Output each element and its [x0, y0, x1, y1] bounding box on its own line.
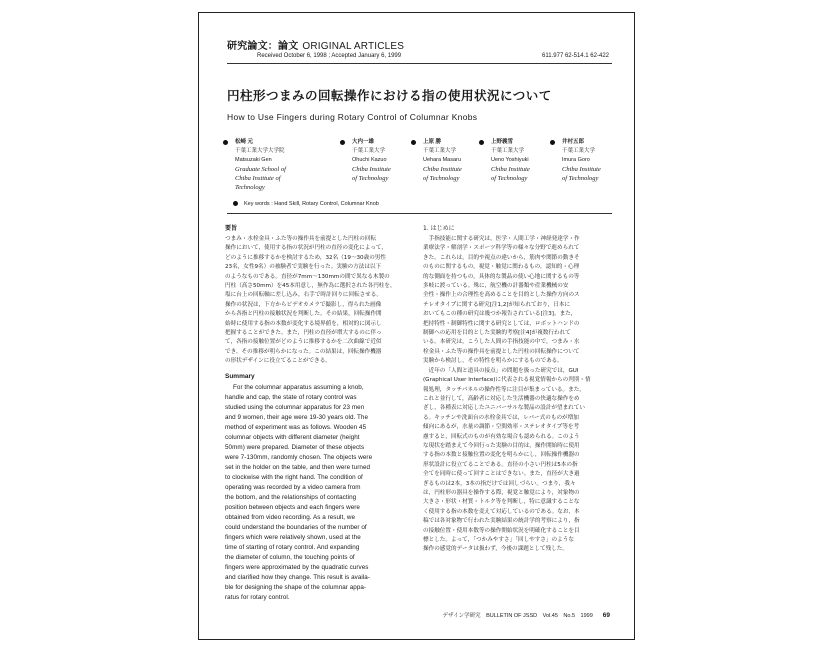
- author-affiliation-en: Chiba Institute: [423, 166, 462, 173]
- intro-line: 把持特性・制御特性に関する研究としては，ロボットハンドの: [423, 320, 580, 327]
- summary-line: studied using the columnar apparatus for 23 men: [225, 403, 365, 411]
- header-rule: [227, 63, 612, 64]
- intro-line: る。キッチンや洗面台の水栓金具では，レバー式のものが増加: [423, 414, 579, 421]
- summary-line: handle and cap, the state of rotary control was: [225, 393, 357, 401]
- author-affiliation-jp: 千葉工業大学: [423, 148, 457, 154]
- intro-line: く使用する指の本数を変えて対応しているのである。なお，本: [423, 508, 580, 515]
- intro-line: ぎるものは2本，3本の指だけでは回しづらい。つまり，我々: [423, 480, 576, 487]
- summary-line: 50mm) were prepared. Diameter of these objects: [225, 443, 365, 451]
- intro-line: 操作の感覚的データは扱わず，今後の課題として残した。: [423, 546, 568, 553]
- author-5: [562, 138, 632, 183]
- intro-line: 全てを同時に使って回すことはできない。また，直径が大き過: [423, 471, 580, 478]
- summary-text: [225, 383, 405, 603]
- summary-line: to clockwise with the right hand. The condition of: [225, 473, 363, 481]
- summary-line: and clarified how they change. This result is availa-: [225, 573, 370, 581]
- summary-line: obtained from video recording. As a result, we: [225, 513, 356, 521]
- summary-line: position between objects and each fingers were: [225, 503, 360, 511]
- journal-info: デザイン学研究 BULLETIN OF JSSD Vol.45 No.5 1999: [442, 613, 593, 619]
- keywords-text: Key words : Hand Skill, Rotary Control, Columnar Knob: [244, 201, 379, 207]
- intro-line: 的な側面を持つもの，具体的な製品の使い心地に関するもの等: [423, 273, 580, 280]
- intro-line: な現状を踏まえて今回行った実験の目的は，操作開始時に使用: [423, 442, 580, 449]
- author-name-en: Ueno Yoshiyuki: [491, 157, 529, 163]
- intro-line: 慮すると，回転式のものが有効な場合も認められる。このよう: [423, 433, 580, 440]
- intro-line: 稿では各対象物で行われた実験結果の統計学的考察により，指: [423, 518, 580, 525]
- author-name-jp: 大内一雄: [352, 139, 375, 145]
- author-affiliation-en: of Technology: [423, 175, 460, 182]
- summary-line: the diameter of column, the touching points of: [225, 553, 355, 561]
- summary-line: were 7-130mm, randomly chosen. The objects were: [225, 453, 373, 461]
- intro-line: 業療法学・解剖学・スポーツ科学等の様々な分野で進められて: [423, 245, 580, 252]
- page-number: 69: [602, 612, 610, 619]
- author-name-jp: 上原 勝: [423, 139, 442, 145]
- intro-line: する指の本数と接触位置の変化を明らかにし，回転操作機器の: [423, 452, 580, 459]
- article-category: [227, 37, 404, 52]
- author-name-jp: 井村五郎: [562, 139, 585, 145]
- title-jp: 円柱形つまみの回転操作における指の使用状況について: [227, 88, 552, 103]
- summary-line: ble for designing the shape of the columnar appa-: [225, 583, 367, 591]
- paper-page: [198, 12, 635, 640]
- abstract-line: でき，その推移が明らかになった。この結果は，回転操作機器: [225, 348, 382, 355]
- summary-line: time of starting of rotary control. And expanding: [225, 543, 360, 551]
- author-affiliation-jp: 千葉工業大学: [352, 148, 386, 154]
- received-dates: Received October 6, 1998 ; Accepted January 6, 1999: [257, 53, 402, 59]
- intro-line: 手指技能に関する研究は，医学・人間工学・神経発達学・作: [423, 236, 580, 242]
- summary-line: fingers were approximated by the quadratic curves: [225, 563, 369, 571]
- right-column: [423, 223, 615, 555]
- intro-line: いる。本研究は，こうした人間の手指技能の中で，つまみ・水: [423, 339, 580, 346]
- intro-line: 多岐に渡っている。殊に，航空機の計器類や産業機械の安: [423, 283, 569, 290]
- author-1: [235, 138, 305, 192]
- abstract-line: 始時に使用する指の本数が変化する境界値を，相対的に図示し: [225, 320, 382, 327]
- author-affiliation-en: Chiba Institute: [562, 166, 601, 173]
- abstract-line: 塩に台上の回転軸に差し込み，右手で時計回りに回転させる。: [225, 292, 382, 299]
- abstract-line: 23名，女性9名）の被験者で実験を行った。実験の方法は以下: [225, 264, 382, 271]
- abstract-line: 操作の状況は，下方からビデオカメラで撮影し，得られた画像: [225, 301, 382, 308]
- keywords-rule: [227, 213, 612, 214]
- author-name-en: Ohuchi Kazuo: [352, 157, 387, 163]
- author-bullet: [479, 140, 484, 145]
- abstract-line: の形状デザインに役立てることができる。: [225, 358, 331, 365]
- intro-line: テレオタイプに関する研究[注1,2]が知られており，日本に: [423, 301, 571, 308]
- intro-line: きた。これらは，目的や視点の違いから，筋肉や関節の動きそ: [423, 254, 580, 261]
- intro-line: の接触位置・使用本数等の操作開始状況を明確化することを目: [423, 527, 580, 534]
- author-affiliation-en: Chiba Institute: [352, 166, 391, 173]
- summary-line: could understand the boundaries of the number of: [225, 523, 367, 531]
- intro-line: (Graphical User Interface)に代表される視覚情報からの判別・情: [423, 377, 591, 384]
- summary-line: and 9 women, their age were 19-30 years old. The: [225, 413, 368, 421]
- intro-line: 全性・操作上の合理性を高めることを目的とした操作方向のス: [423, 292, 580, 299]
- author-name-jp: 松崎 元: [235, 139, 254, 145]
- author-affiliation-en: of Technology: [491, 175, 528, 182]
- keyword-bullet: [233, 201, 238, 206]
- author-affiliation-en: Chiba Institute: [491, 166, 530, 173]
- abstract-line: て，各指の接触位置がどのように推移するかを二次曲線で近似: [225, 339, 382, 346]
- intro-line: のものに関するもの，視覚・触覚に関わるもの，認知的・心理: [423, 264, 580, 271]
- summary-line: the bottom, and the relationships of contacting: [225, 493, 357, 501]
- summary-line: operating was recorded by a video camera from: [225, 483, 361, 491]
- author-name-en: Imura Goro: [562, 157, 590, 163]
- author-affiliation-jp: 千葉工業大学大学院: [235, 148, 285, 154]
- abstract-line: 操作において，使用する指の状況が円柱の直径の変化によって，: [225, 245, 387, 252]
- intro-line: ざし，各種表に対応したユニバーサルな製品の設計が望まれてい: [423, 405, 585, 412]
- abstract-line: つまみ・水栓金具・ふた等の操作具を前提とした円柱の回転: [225, 236, 377, 242]
- intro-line: 大きさ・形状・材質・トルク等を判断し，特に意識することな: [423, 499, 580, 506]
- author-affiliation-en: Graduate School of: [235, 166, 286, 173]
- summary-line: For the columnar apparatus assuming a knob,: [233, 383, 364, 391]
- summary-line: set in the holder on the table, and then were turned: [225, 463, 371, 471]
- intro-line: 近年の「人間と道具の接点」の問題を扱った研究では，GUI: [423, 367, 579, 374]
- author-affiliation-en: of Technology: [562, 175, 599, 182]
- left-column: [225, 223, 405, 603]
- author-affiliation-en: of Technology: [352, 175, 389, 182]
- category-en: ORIGINAL ARTICLES: [302, 41, 405, 52]
- keywords: [233, 201, 379, 207]
- intro-line: 実験から検討し，その特性を明らかにするものである。: [423, 358, 563, 365]
- title-en: How to Use Fingers during Rotary Control of Columnar Knobs: [227, 112, 478, 122]
- intro-heading: 1. はじめに: [423, 225, 455, 232]
- abstract-line: 円柱（高さ50mm）を45本用意し，無作為に選択された各円柱を，: [225, 283, 396, 290]
- intro-line: 報処理，タッチパネルの操作性等に注目が集まっている。また，: [423, 386, 585, 393]
- abstract-heading: 要旨: [225, 225, 238, 232]
- abstract-line: から各指と円柱の接触状況を判断した。その結果，回転操作開: [225, 311, 382, 318]
- author-name-en: Uehara Masaru: [423, 157, 461, 163]
- summary-line: ratus for rotary control.: [225, 593, 290, 601]
- intro-line: 標とした。よって，「つかみやすさ」「回しやすさ」のような: [423, 537, 574, 543]
- page-footer: [442, 611, 610, 619]
- intro-line: は，円柱形の器具を操作する際，視覚と触覚により，対象物の: [423, 489, 580, 496]
- author-bullet: [550, 140, 555, 145]
- category-jp: 研究論文：論文: [227, 41, 299, 52]
- summary-heading: Summary: [225, 372, 255, 380]
- intro-line: 形状設計に役立てることである。直径の小さい円柱は5本の指: [423, 461, 578, 468]
- intro-line: 制御への応用を目的とした実験的考察[注4]が複数行われて: [423, 330, 571, 337]
- author-bullet: [411, 140, 416, 145]
- author-affiliation-jp: 千葉工業大学: [491, 148, 525, 154]
- intro-line: 傾向にあるが，水量の調節・空間効率・ステレオタイプ等を考: [423, 424, 580, 431]
- author-bullet: [223, 140, 228, 145]
- summary-line: method of experiment was as follows. Wooden 45: [225, 423, 367, 431]
- author-bullet: [340, 140, 345, 145]
- intro-line: 栓金具・ふた等の操作具を前提とした円柱の回転操作について: [423, 348, 580, 355]
- abstract-line: のようなものである。直径が7mm〜130mmの間で異なる木製の: [225, 273, 390, 280]
- intro-line: これと並行して，高齢者に対応した生活機器の快適な操作をめ: [423, 395, 580, 402]
- summary-line: fingers which were relatively shown, used at the: [225, 533, 361, 541]
- intro-line: おいてもこの種の研究は幾つか報告されている[注3]。また，: [423, 311, 577, 318]
- abstract-line: どのように推移するかを検討するため，32名（19〜30歳の男性: [225, 254, 386, 261]
- classification-number: 611.977 62-514.1 62-422: [542, 53, 609, 59]
- author-affiliation-en: Chiba Institute of Technology: [235, 175, 281, 191]
- author-name-jp: 上野義雪: [491, 139, 514, 145]
- abstract-line: 把握することができた。また，円柱の直径が増大するのに伴っ: [225, 330, 382, 337]
- intro-body: [423, 235, 615, 555]
- author-affiliation-jp: 千葉工業大学: [562, 148, 596, 154]
- summary-line: columnar objects with different diameter (height: [225, 433, 360, 441]
- abstract-jp: [225, 235, 405, 367]
- author-name-en: Matsuzaki Gen: [235, 157, 272, 163]
